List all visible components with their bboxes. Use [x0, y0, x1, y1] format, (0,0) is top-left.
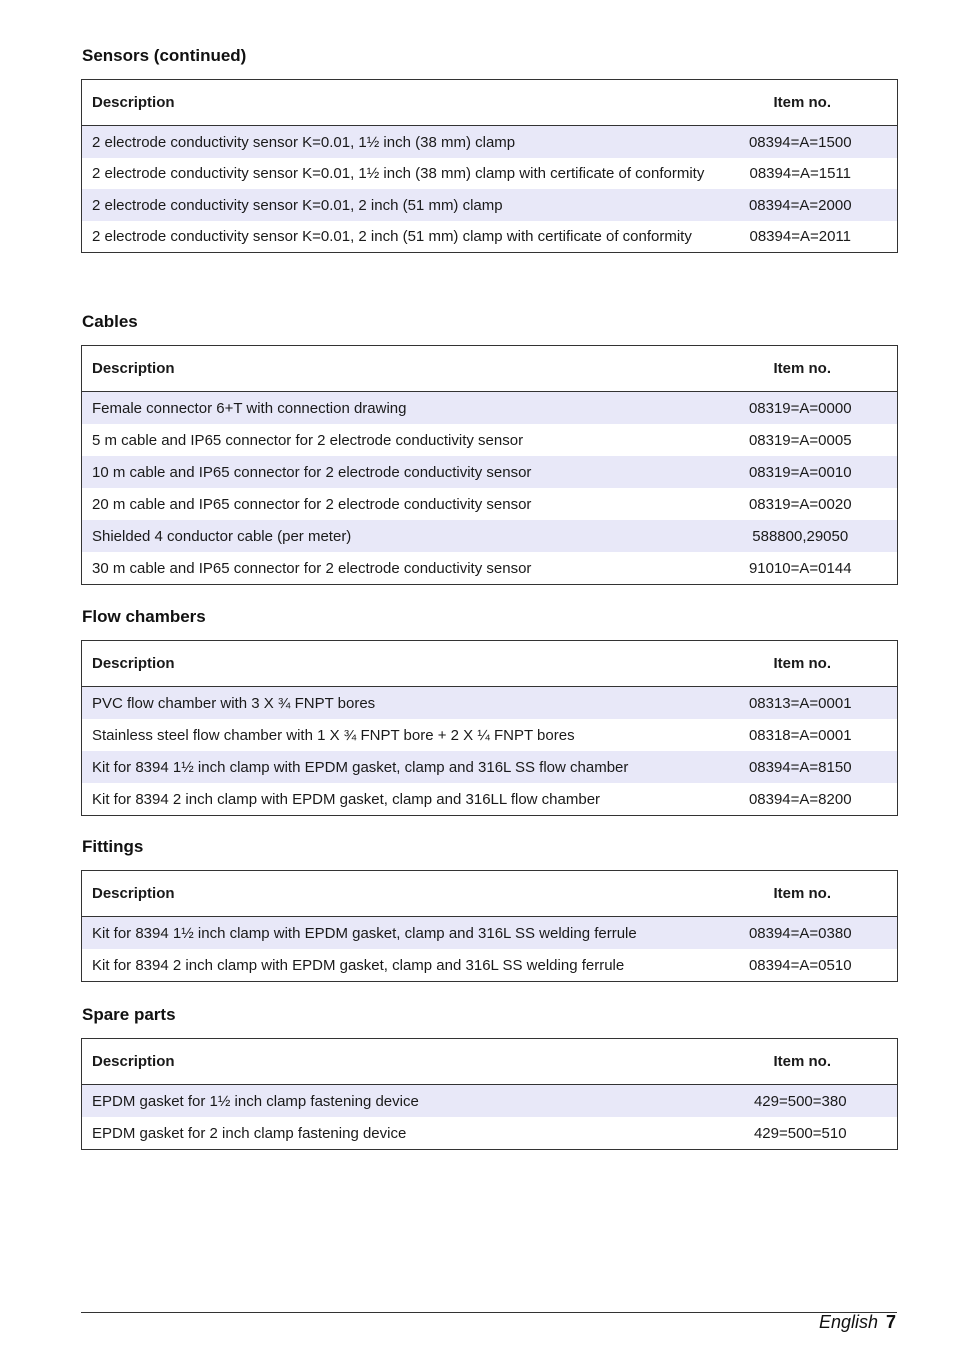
row-item-no: 08394=A=1500	[728, 126, 898, 159]
row-description: Kit for 8394 1½ inch clamp with EPDM gasket, clamp and 316L SS welding ferrule	[82, 917, 728, 950]
page-number: 7	[885, 1312, 896, 1332]
column-header-item-no: Item no.	[728, 80, 898, 126]
row-item-no: 08394=A=1511	[728, 158, 898, 189]
section-sensors	[81, 46, 897, 253]
table-row	[82, 1085, 898, 1118]
column-header-item-no: Item no.	[728, 346, 898, 392]
spare-parts-table	[81, 1038, 898, 1150]
table-row	[82, 552, 898, 585]
row-item-no: 08319=A=0005	[728, 424, 898, 456]
table-header-row	[82, 346, 898, 392]
row-item-no: 08318=A=0001	[728, 719, 898, 751]
table-row	[82, 751, 898, 783]
sensors-table	[81, 79, 898, 253]
row-item-no: 08319=A=0000	[728, 392, 898, 425]
row-description: Kit for 8394 2 inch clamp with EPDM gasket, clamp and 316L SS welding ferrule	[82, 949, 728, 982]
table-row	[82, 949, 898, 982]
row-description: EPDM gasket for 1½ inch clamp fastening device	[82, 1085, 728, 1118]
page-footer	[819, 1312, 896, 1332]
table-row	[82, 189, 898, 221]
row-item-no: 08394=A=0380	[728, 917, 898, 950]
section-title-cables: Cables	[82, 312, 138, 331]
row-item-no: 08394=A=2000	[728, 189, 898, 221]
section-cables	[81, 312, 897, 585]
table-row	[82, 221, 898, 253]
table-row	[82, 783, 898, 816]
table-header-row	[82, 1039, 898, 1085]
row-item-no: 429=500=510	[728, 1117, 898, 1150]
row-description: Stainless steel flow chamber with 1 X ¾ FNPT bore + 2 X ¼ FNPT bores	[82, 719, 728, 751]
table-header-row	[82, 871, 898, 917]
row-item-no: 588800,29050	[728, 520, 898, 552]
row-description: 20 m cable and IP65 connector for 2 electrode conductivity sensor	[82, 488, 728, 520]
section-title-fittings: Fittings	[82, 837, 144, 856]
table-row	[82, 520, 898, 552]
row-item-no: 91010=A=0144	[728, 552, 898, 585]
column-header-item-no: Item no.	[728, 641, 898, 687]
fittings-table	[81, 870, 898, 982]
table-row	[82, 126, 898, 159]
column-header-description: Description	[82, 641, 728, 687]
row-description: 2 electrode conductivity sensor K=0.01, 1½ inch (38 mm) clamp with certificate of conformity	[82, 158, 728, 189]
table-row	[82, 456, 898, 488]
row-description: 2 electrode conductivity sensor K=0.01, 2 inch (51 mm) clamp	[82, 189, 728, 221]
table-row	[82, 687, 898, 720]
table-header-row	[82, 641, 898, 687]
table-row	[82, 392, 898, 425]
table-row	[82, 488, 898, 520]
table-row	[82, 424, 898, 456]
column-header-description: Description	[82, 346, 728, 392]
table-row	[82, 719, 898, 751]
row-description: PVC flow chamber with 3 X ¾ FNPT bores	[82, 687, 728, 720]
row-description: 10 m cable and IP65 connector for 2 electrode conductivity sensor	[82, 456, 728, 488]
row-description: 5 m cable and IP65 connector for 2 electrode conductivity sensor	[82, 424, 728, 456]
row-description: EPDM gasket for 2 inch clamp fastening device	[82, 1117, 728, 1150]
flow-chambers-table	[81, 640, 898, 816]
row-item-no: 08394=A=8200	[728, 783, 898, 816]
footer-language: English	[818, 1312, 878, 1332]
section-fittings	[81, 837, 897, 982]
section-title-sensors: Sensors (continued)	[82, 46, 247, 65]
row-description: Kit for 8394 2 inch clamp with EPDM gasket, clamp and 316LL flow chamber	[82, 783, 728, 816]
section-flow-chambers	[81, 607, 897, 816]
row-description: Kit for 8394 1½ inch clamp with EPDM gasket, clamp and 316L SS flow chamber	[82, 751, 728, 783]
row-description: 2 electrode conductivity sensor K=0.01, 1½ inch (38 mm) clamp	[82, 126, 728, 159]
row-item-no: 08319=A=0010	[728, 456, 898, 488]
section-title-flow-chambers: Flow chambers	[82, 607, 206, 626]
row-description: Shielded 4 conductor cable (per meter)	[82, 520, 728, 552]
row-item-no: 08319=A=0020	[728, 488, 898, 520]
column-header-item-no: Item no.	[728, 1039, 898, 1085]
section-title-spare-parts: Spare parts	[82, 1005, 176, 1024]
table-row	[82, 158, 898, 189]
table-row	[82, 917, 898, 950]
row-description: 30 m cable and IP65 connector for 2 electrode conductivity sensor	[82, 552, 728, 585]
column-header-item-no: Item no.	[728, 871, 898, 917]
row-description: 2 electrode conductivity sensor K=0.01, 2 inch (51 mm) clamp with certificate of conformity	[82, 221, 728, 253]
table-row	[82, 1117, 898, 1150]
column-header-description: Description	[82, 1039, 728, 1085]
footer-divider	[81, 1312, 897, 1313]
column-header-description: Description	[82, 80, 728, 126]
row-item-no: 08394=A=2011	[728, 221, 898, 253]
row-item-no: 429=500=380	[728, 1085, 898, 1118]
section-spare-parts	[81, 1005, 897, 1150]
table-header-row	[82, 80, 898, 126]
row-item-no: 08313=A=0001	[728, 687, 898, 720]
cables-table	[81, 345, 898, 585]
row-item-no: 08394=A=0510	[728, 949, 898, 982]
row-item-no: 08394=A=8150	[728, 751, 898, 783]
row-description: Female connector 6+T with connection drawing	[82, 392, 728, 425]
column-header-description: Description	[82, 871, 728, 917]
